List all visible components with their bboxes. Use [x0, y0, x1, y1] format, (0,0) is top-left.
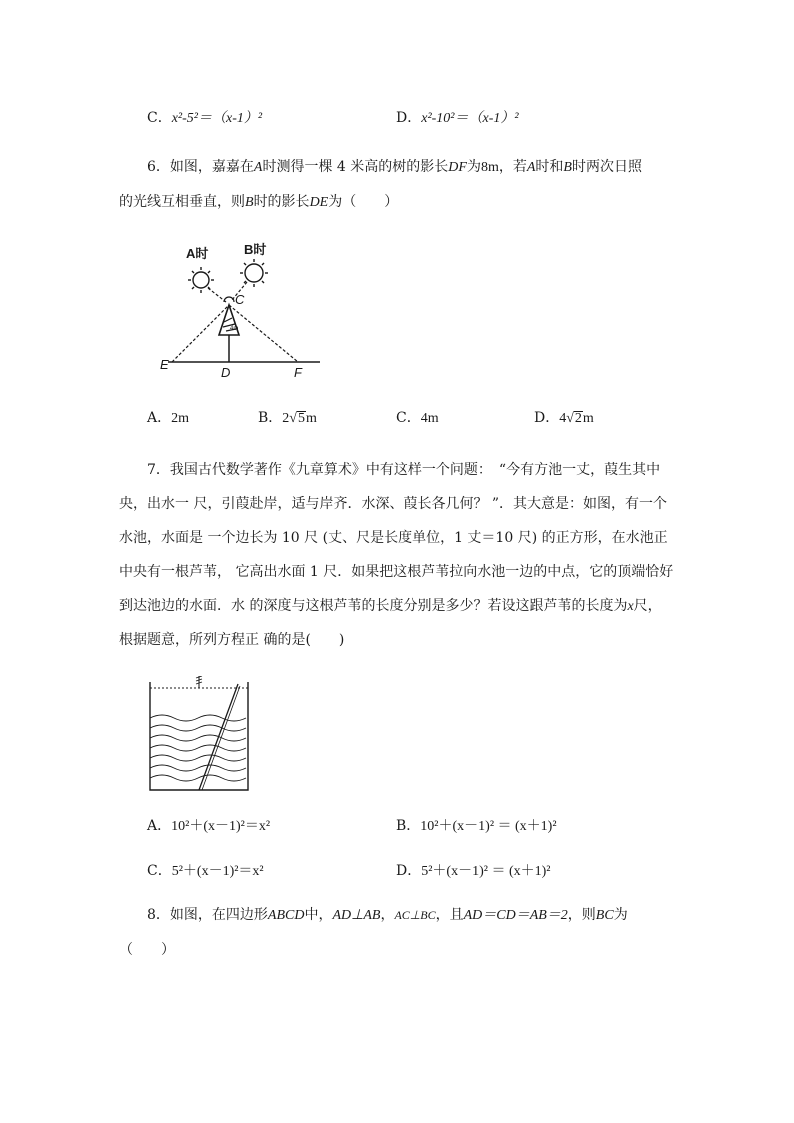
q7-option-b: B．10²＋(x－1)² ＝ (x＋1)²	[396, 818, 557, 834]
reed-leaves	[196, 676, 202, 684]
point-c-label: C	[235, 292, 245, 307]
point-d-label: D	[221, 365, 231, 380]
sun-b-icon	[240, 259, 268, 287]
q7-stem-line2: 央，出水一 尺，引葭赴岸，适与岸齐．水深、葭长各几何？ ”．其大意是：如图，有一个	[119, 496, 668, 512]
ray-to-f	[229, 305, 298, 362]
q7-option-d: D．5²＋(x－1)² ＝ (x＋1)²	[396, 863, 551, 879]
q7-stem-line1: 7．我国古代数学著作《九章算术》中有这样一个问题： “今有方池一丈，葭生其中	[147, 462, 661, 478]
q5-option-d: D．x²-10²＝（x-1）²	[396, 110, 519, 126]
ray-a-upper	[208, 288, 226, 302]
reed-pulled-edge	[202, 686, 240, 790]
q7-option-c: C．5²＋(x－1)²＝x²	[147, 863, 264, 879]
tree-label: 4m	[230, 326, 239, 332]
q6-stem-line1: 6．如图，嘉嘉在A时测得一棵 4 米高的树的影长DF为8m，若A时和B时两次日照	[147, 159, 642, 175]
q8-stem-line2: （ ）	[119, 942, 175, 958]
point-f-label: F	[294, 365, 302, 380]
q6-option-c: C．4m	[396, 410, 439, 426]
q7-pond-figure	[146, 676, 252, 794]
q6-stem-line2: 的光线互相垂直，则B时的影长DE为（ ）	[119, 194, 399, 210]
q5-option-c: C．x²-5²＝（x-1）²	[147, 110, 263, 126]
q7-stem-line5: 到达池边的水面．水 的深度与这根芦苇的长度分别是多少？若设这跟芦苇的长度为x尺，	[119, 598, 662, 614]
sun-a-label: A时	[186, 246, 209, 261]
q6-option-a: A．2m	[147, 410, 190, 426]
q7-option-a: A．10²＋(x－1)²＝x²	[147, 818, 271, 834]
q7-stem-line3: 水池，水面是 一个边长为 10 尺 (丈、尺是长度单位，1 丈＝10 尺) 的正方形，在水池正	[119, 530, 668, 546]
q8-stem-line1: 8．如图，在四边形ABCD中，AD⊥AB，AC⊥BC，且AD＝CD＝AB＝2，则BC为	[147, 907, 628, 923]
q6-option-d: D．4√2m	[534, 410, 594, 426]
q7-stem-line6: 根据题意，所列方程正 确的是( )	[119, 632, 345, 648]
water-waves	[150, 715, 246, 781]
q6-figure	[150, 232, 330, 382]
q7-stem-line4: 中央有一根芦苇， 它高出水面 1 尺．如果把这根芦苇拉向水池一边的中点，它的顶端恰好	[119, 564, 674, 580]
point-e-label: E	[160, 357, 169, 372]
q6-option-b: B．2√5m	[258, 410, 317, 426]
reed-pulled	[199, 684, 238, 790]
sun-b-label: B时	[244, 242, 267, 257]
